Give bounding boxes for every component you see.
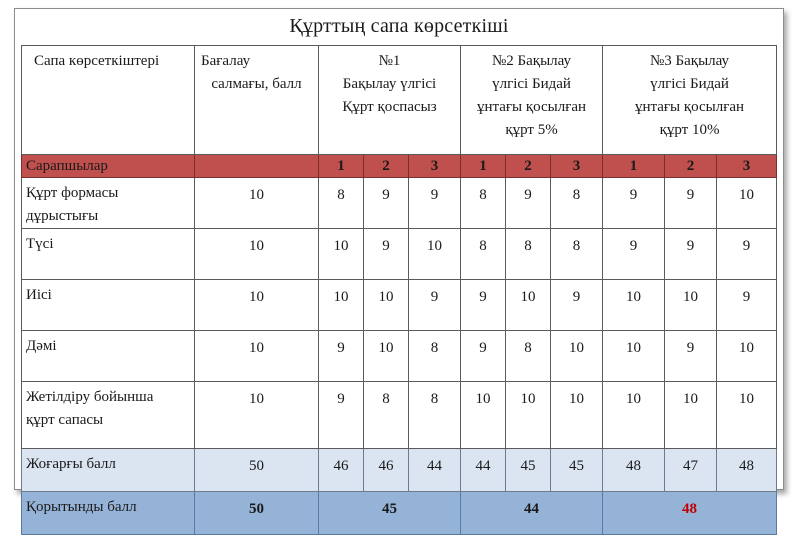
score-cell: 10	[364, 280, 409, 331]
judge-number: 1	[319, 155, 364, 178]
score-cell: 9	[506, 178, 551, 229]
score-cell: 8	[551, 229, 603, 280]
score-cell: 10	[717, 178, 777, 229]
score-cell: 9	[364, 178, 409, 229]
score-cell: 8	[409, 331, 461, 382]
row-weight: 10	[195, 229, 319, 280]
score-cell: 9	[319, 331, 364, 382]
max-score-cell: 48	[603, 449, 665, 492]
score-cell: 10	[506, 382, 551, 449]
score-cell: 9	[461, 280, 506, 331]
score-cell: 8	[319, 178, 364, 229]
score-cell: 8	[506, 229, 551, 280]
score-cell: 9	[665, 229, 717, 280]
judge-number: 2	[665, 155, 717, 178]
score-cell: 10	[717, 382, 777, 449]
max-score-cell: 45	[551, 449, 603, 492]
score-cell: 9	[603, 229, 665, 280]
score-cell: 10	[551, 382, 603, 449]
score-cell: 8	[461, 178, 506, 229]
judge-number: 2	[506, 155, 551, 178]
judge-number: 1	[603, 155, 665, 178]
judge-number: 1	[461, 155, 506, 178]
result-sample-1: 45	[319, 492, 461, 535]
result-row	[22, 492, 777, 535]
result-weight: 50	[195, 492, 319, 535]
max-score-cell: 45	[506, 449, 551, 492]
judges-weight-cell	[195, 155, 319, 178]
score-cell: 10	[409, 229, 461, 280]
row-label: Түсі	[22, 229, 195, 280]
max-score-cell: 44	[409, 449, 461, 492]
score-cell: 9	[551, 280, 603, 331]
judge-number: 3	[409, 155, 461, 178]
judge-number: 3	[551, 155, 603, 178]
result-sample-2: 44	[461, 492, 603, 535]
score-cell: 10	[665, 382, 717, 449]
score-cell: 8	[551, 178, 603, 229]
table-row	[22, 178, 777, 229]
score-cell: 10	[551, 331, 603, 382]
score-cell: 9	[665, 178, 717, 229]
score-cell: 9	[603, 178, 665, 229]
result-sample-3: 48	[603, 492, 777, 535]
score-cell: 8	[409, 382, 461, 449]
score-cell: 9	[717, 229, 777, 280]
judges-label: Сарапшылар	[22, 155, 195, 178]
max-score-label: Жоғарғы балл	[22, 449, 195, 492]
row-weight: 10	[195, 331, 319, 382]
score-cell: 10	[506, 280, 551, 331]
header-sample-1: №1 Бақылау үлгісі Құрт қоспасыз	[319, 46, 461, 155]
max-score-cell: 47	[665, 449, 717, 492]
score-cell: 9	[665, 331, 717, 382]
header-row	[22, 46, 777, 155]
row-weight: 10	[195, 280, 319, 331]
score-cell: 10	[461, 382, 506, 449]
score-cell: 10	[319, 280, 364, 331]
score-cell: 10	[603, 331, 665, 382]
score-cell: 10	[319, 229, 364, 280]
table-row	[22, 382, 777, 449]
score-cell: 9	[717, 280, 777, 331]
slide-frame	[14, 8, 784, 517]
row-label: Дәмі	[22, 331, 195, 382]
max-score-cell: 48	[717, 449, 777, 492]
row-weight: 10	[195, 382, 319, 449]
score-cell: 8	[506, 331, 551, 382]
judge-number: 3	[717, 155, 777, 178]
score-cell: 9	[409, 280, 461, 331]
score-cell: 10	[665, 280, 717, 331]
score-cell: 10	[603, 280, 665, 331]
max-score-cell: 46	[319, 449, 364, 492]
judges-row	[22, 155, 777, 178]
quality-table	[21, 45, 777, 535]
score-cell: 9	[364, 229, 409, 280]
header-weight: Бағалау салмағы, балл	[195, 46, 319, 155]
row-label: Құрт формасы дұрыстығы	[22, 178, 195, 229]
score-cell: 10	[364, 331, 409, 382]
score-cell: 8	[461, 229, 506, 280]
score-cell: 9	[319, 382, 364, 449]
max-score-cell: 46	[364, 449, 409, 492]
table-title: Құрттың сапа көрсеткіші	[289, 15, 509, 37]
table-row	[22, 229, 777, 280]
result-label: Қорытынды балл	[22, 492, 195, 535]
max-score-row	[22, 449, 777, 492]
header-sample-2: №2 Бақылау үлгісі Бидай ұнтағы қосылған құрт 5%	[461, 46, 603, 155]
score-cell: 8	[364, 382, 409, 449]
row-label: Жетілдіру бойынша құрт сапасы	[22, 382, 195, 449]
table-row	[22, 331, 777, 382]
max-score-cell: 44	[461, 449, 506, 492]
score-cell: 9	[409, 178, 461, 229]
row-weight: 10	[195, 178, 319, 229]
score-cell: 10	[603, 382, 665, 449]
max-score-weight: 50	[195, 449, 319, 492]
score-cell: 9	[461, 331, 506, 382]
header-sample-3: №3 Бақылау үлгісі Бидай ұнтағы қосылған құрт 10%	[603, 46, 777, 155]
judge-number: 2	[364, 155, 409, 178]
row-label: Иісі	[22, 280, 195, 331]
header-indicators: Сапа көрсеткіштері	[22, 46, 195, 155]
score-cell: 10	[717, 331, 777, 382]
table-row	[22, 280, 777, 331]
